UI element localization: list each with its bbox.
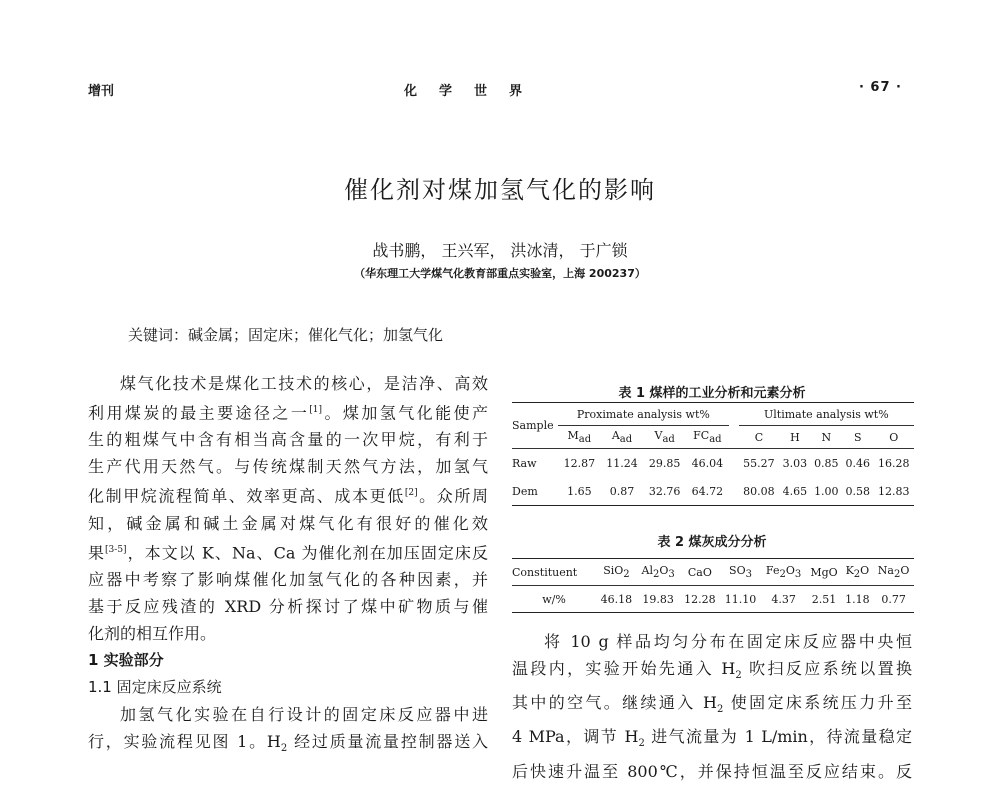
header-text: Fe: [765, 563, 780, 577]
column-header: [873, 559, 914, 586]
text-span: 温段内，实验开始先通入 H: [512, 659, 736, 678]
header-text: O: [900, 563, 910, 577]
column-header: [686, 426, 729, 449]
row-label: Dem: [512, 484, 538, 498]
table-row: [512, 449, 914, 478]
text-line: 应器中考察了影响煤催化加氢气化的各种因素，并: [88, 569, 488, 589]
table-cell: 19.83: [642, 592, 674, 606]
table-cell: 16.28: [878, 456, 910, 470]
row-label: Raw: [512, 456, 537, 470]
column-header: H: [790, 430, 800, 444]
affiliation: （华东理工大学煤气化教育部重点实验室，上海 200237）: [354, 267, 646, 280]
subscript: 2: [653, 569, 660, 581]
column-header: [842, 559, 874, 586]
header-text: Na: [877, 563, 894, 577]
subscript: 2: [853, 569, 861, 581]
column-header: O: [889, 430, 899, 444]
column-header: [643, 426, 686, 449]
table-cell: 12.28: [684, 592, 716, 606]
text-span: 吹扫反应系统以置换: [741, 659, 912, 678]
table-cell: 3.03: [782, 456, 808, 470]
text-line: 将 10 g 样品均匀分布在固定床反应器中央恒: [544, 632, 912, 651]
table-cell: 55.27: [743, 456, 775, 470]
column-header: CaO: [687, 565, 712, 579]
text-line: [88, 480, 488, 509]
citation: [1]: [309, 405, 323, 415]
subscript: ad: [662, 434, 675, 446]
text-span: 。众所周: [417, 486, 488, 506]
table-cell: 1.18: [845, 592, 870, 606]
text-span: ，本文以 K、Na、Ca 为催化剂在加压固定床反: [126, 542, 488, 562]
header-text: O: [860, 563, 870, 577]
column-header: [558, 426, 601, 449]
keywords-label: 关键词：: [128, 326, 189, 344]
table-cell: 0.77: [881, 592, 906, 606]
text-span: 经过质量流量控制器送入: [287, 731, 488, 751]
table-header-row: [512, 403, 914, 426]
text-line: 生产代用天然气。与传统煤制天然气方法，加氢气: [88, 457, 488, 477]
table-cell: 0.46: [845, 456, 871, 470]
table2: [512, 558, 914, 613]
text-line: [88, 537, 488, 566]
text-span: 行，实验流程见图 1。H: [88, 731, 281, 751]
page-number: · 67 ·: [858, 80, 902, 95]
text-span: 利用煤炭的最主要途径之一: [88, 403, 310, 423]
column-header: MgO: [810, 565, 838, 579]
header-text: SO: [729, 563, 746, 577]
row-label: w/%: [542, 592, 566, 606]
subscript: ad: [619, 434, 633, 446]
column-header: [596, 559, 637, 586]
header-text: M: [567, 428, 579, 442]
text-line: 生的粗煤气中含有相当高含量的一次甲烷，有利于: [88, 430, 488, 450]
table-cell: 12.87: [563, 456, 596, 470]
proximate-header: Proximate analysis wt%: [558, 403, 729, 426]
table-cell: 64.72: [691, 484, 724, 498]
right-column: [512, 628, 912, 785]
subscript: ad: [578, 434, 592, 446]
table-header-row: [512, 426, 914, 449]
column-header: Constituent: [512, 565, 578, 579]
subscript: ad: [709, 434, 722, 446]
sample-header: Sample: [512, 419, 554, 432]
citation: [2]: [404, 488, 418, 499]
subscript: 2: [280, 743, 288, 755]
table-cell: 46.18: [600, 592, 633, 606]
table2-caption: 表 2 煤灰成分分析: [657, 535, 767, 550]
journal-name: 化学世界: [404, 84, 545, 99]
table-row: [512, 477, 914, 506]
keywords: [128, 324, 443, 345]
paper-title: 催化剂对煤加氢气化的影响: [344, 176, 656, 204]
table-cell: 32.76: [648, 484, 681, 498]
text-line: 后快速升温至 800℃，并保持恒温至反应结束。反: [512, 761, 912, 781]
citation: [3-5]: [105, 544, 127, 555]
subscript: 3: [745, 569, 752, 581]
column-header: S: [854, 430, 862, 444]
column-header: [720, 559, 761, 586]
table-cell: 1.65: [567, 484, 592, 498]
left-column: [88, 370, 488, 762]
header-text: V: [654, 428, 663, 442]
table-header-row: [512, 559, 914, 586]
text-line: [88, 728, 488, 762]
subscript: 3: [794, 569, 802, 581]
column-header: [601, 426, 644, 449]
text-line: [512, 723, 912, 757]
table-row: [512, 586, 914, 613]
header-text: K: [845, 563, 854, 577]
text-span: 其中的空气。继续通入 H: [512, 693, 717, 713]
table-cell: 0.87: [609, 484, 635, 498]
header-text: FC: [693, 428, 710, 442]
text-span: 果: [88, 542, 106, 562]
authors: 战书鹏， 王兴军， 洪冰清， 于广锁: [372, 241, 628, 260]
table-cell: 4.65: [782, 484, 808, 498]
table-cell: 11.24: [606, 456, 638, 470]
ultimate-header: Ultimate analysis wt%: [739, 403, 914, 426]
subscript: 2: [638, 738, 645, 750]
subscript: 2: [716, 704, 724, 716]
section-heading: 1 实验部分: [88, 650, 164, 669]
subsection-heading: 1.1 固定床反应系统: [88, 677, 222, 696]
keywords-text: 碱金属；固定床；催化气化；加氢气化: [188, 326, 444, 344]
text-span: 。煤加氢气化能使产: [322, 403, 488, 423]
header-text: O: [659, 563, 669, 577]
subscript: 2: [779, 569, 786, 581]
table-cell: 29.85: [648, 456, 681, 470]
text-span: 使固定床系统压力升至: [723, 693, 912, 713]
text-line: 煤气化技术是煤化工技术的核心，是洁净、高效: [120, 374, 488, 393]
text-span: 进气流量为 1 L/min，待流量稳定: [644, 727, 912, 747]
text-line: 知，碱金属和碱土金属对煤气化有很好的催化效: [88, 513, 488, 533]
text-line: [88, 397, 488, 426]
text-line: [512, 689, 912, 723]
table-cell: 4.37: [771, 592, 796, 606]
table-cell: 11.10: [724, 592, 757, 606]
subscript: 2: [623, 569, 630, 581]
column-header: [637, 559, 680, 586]
table1: [512, 402, 914, 506]
table-cell: 12.83: [878, 484, 910, 498]
header-text: SiO: [603, 563, 624, 577]
table-cell: 0.85: [814, 456, 839, 470]
table-cell: 0.58: [845, 484, 871, 498]
table1-caption: 表 1 煤样的工业分析和元素分析: [618, 386, 806, 401]
text-line: [512, 655, 912, 689]
text-span: 化制甲烷流程简单、效率更高、成本更低: [88, 486, 405, 506]
header-text: A: [611, 428, 620, 442]
subscript: 3: [668, 569, 675, 581]
table-cell: 80.08: [743, 484, 775, 498]
table-cell: 1.00: [814, 484, 839, 498]
text-line: 化剂的相互作用。: [88, 623, 217, 643]
header-text: Al: [641, 563, 653, 577]
text-line: 基于反应残渣的 XRD 分析探讨了煤中矿物质与催: [88, 596, 488, 616]
subscript: 2: [735, 670, 742, 682]
text-line: 加氢气化实验在自行设计的固定床反应器中进: [120, 704, 488, 724]
column-header: C: [754, 430, 764, 444]
table-cell: 2.51: [811, 592, 837, 606]
table-cell: 46.04: [691, 456, 724, 470]
text-span: 4 MPa，调节 H: [512, 727, 639, 747]
header-text: O: [785, 563, 795, 577]
subscript: 2: [893, 569, 901, 581]
running-header-left: 增刊: [88, 84, 115, 99]
column-header: [761, 559, 807, 586]
column-header: N: [821, 430, 832, 444]
